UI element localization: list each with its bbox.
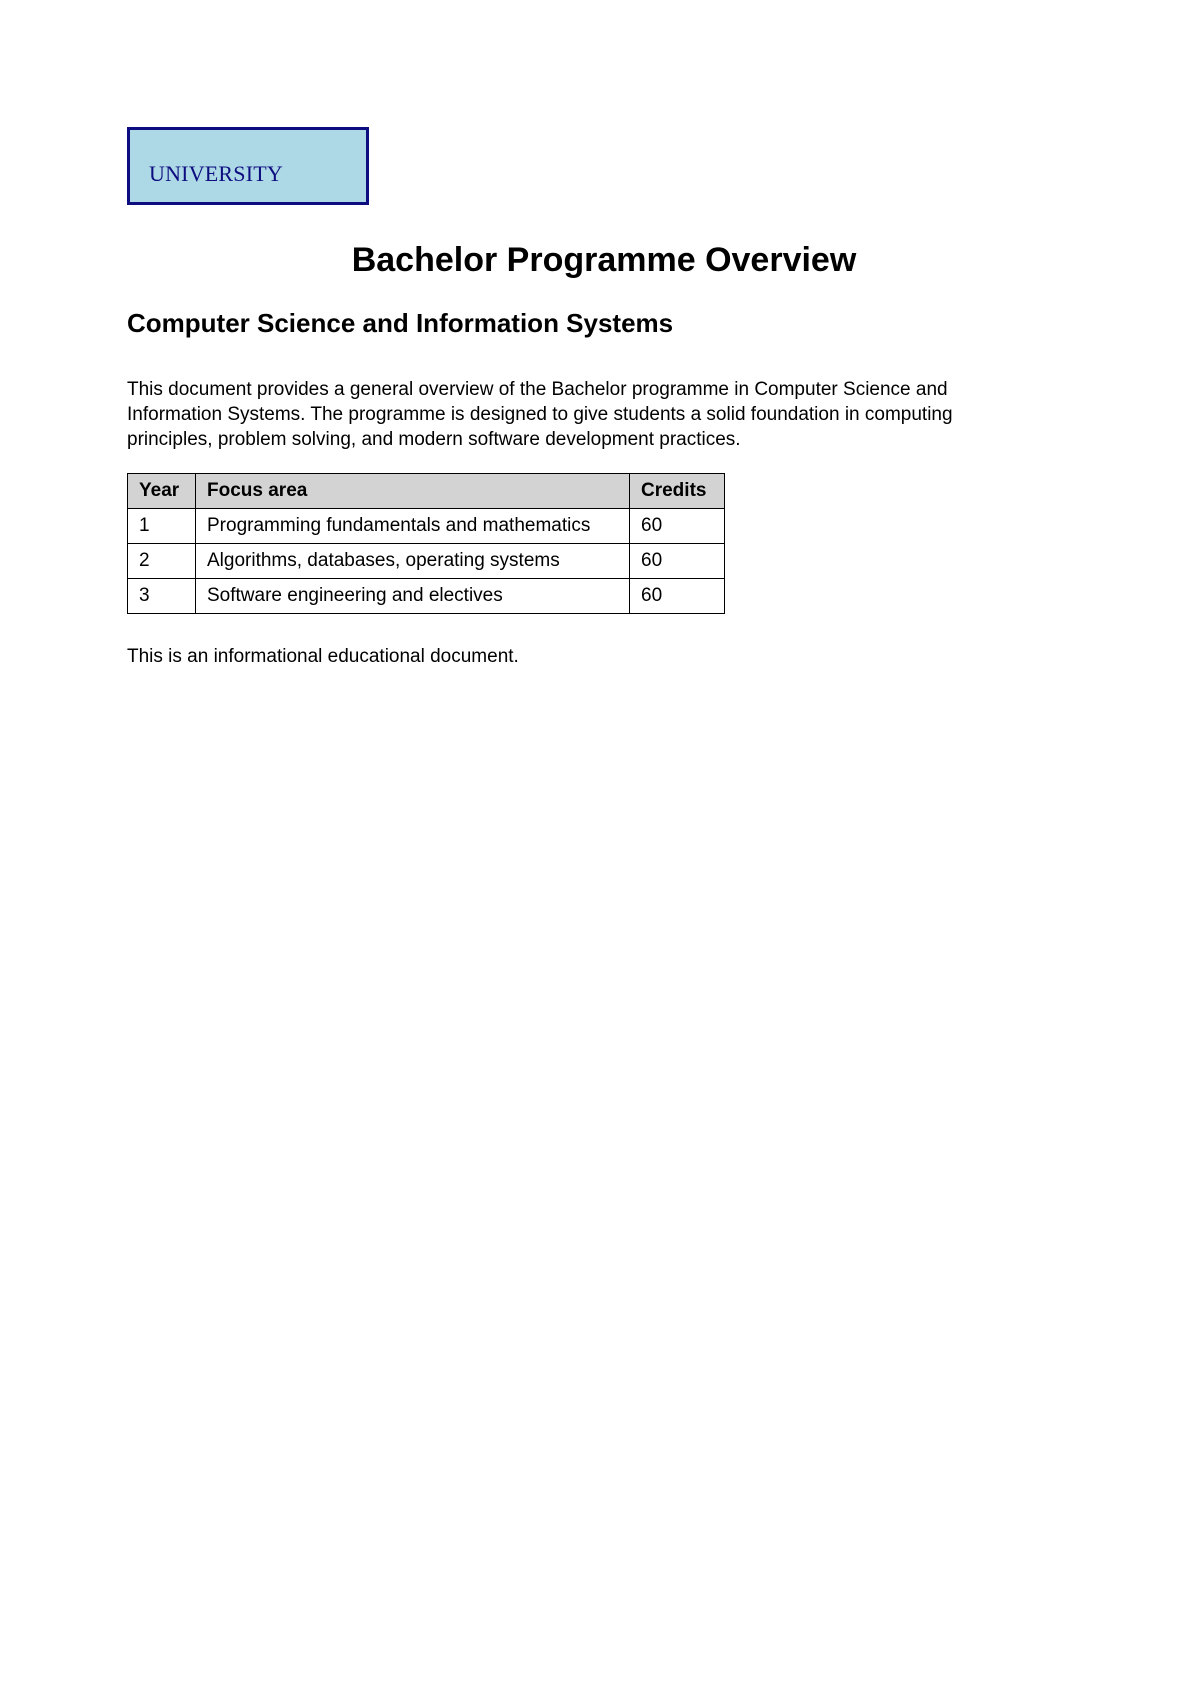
cell-focus-area: Programming fundamentals and mathematics (196, 509, 630, 544)
table-row (128, 579, 725, 614)
header-year: Year (128, 474, 196, 509)
table-row (128, 509, 725, 544)
cell-year: 2 (128, 544, 196, 579)
logo-text: UNIVERSITY (149, 161, 283, 186)
table-row (128, 544, 725, 579)
header-focus-area: Focus area (196, 474, 630, 509)
cell-focus-area: Software engineering and electives (196, 579, 630, 614)
table-header-row (128, 474, 725, 509)
header-credits: Credits (630, 474, 725, 509)
intro-paragraph: This document provides a general overview of the Bachelor programme in Computer Science and Information Systems. The programme is designed to give students a solid foundation in computing principles, problem solving, and modern software development practices. (127, 379, 953, 450)
document-title: Bachelor Programme Overview (351, 241, 857, 279)
cell-credits: 60 (630, 579, 725, 614)
document-subtitle: Computer Science and Information Systems (127, 308, 674, 338)
programme-table (127, 473, 725, 614)
cell-year: 3 (128, 579, 196, 614)
cell-focus-area: Algorithms, databases, operating systems (196, 544, 630, 579)
cell-year: 1 (128, 509, 196, 544)
university-logo (127, 127, 369, 205)
cell-credits: 60 (630, 544, 725, 579)
footer-note: This is an informational educational document. (127, 646, 519, 667)
cell-credits: 60 (630, 509, 725, 544)
